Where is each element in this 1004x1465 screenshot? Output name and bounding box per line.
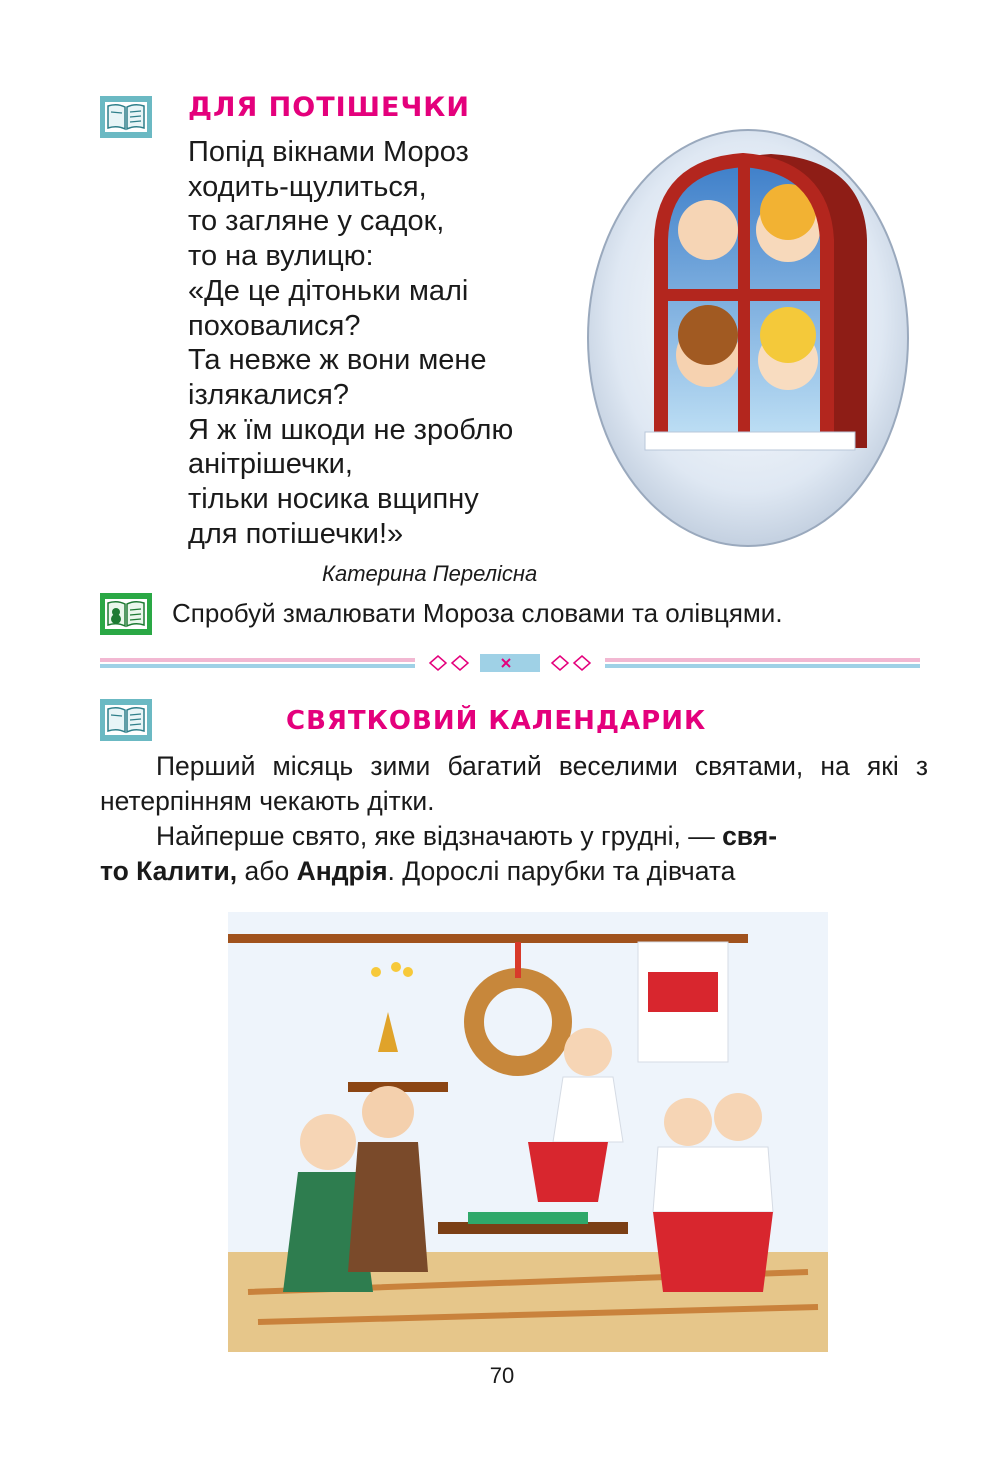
poem-author: Катерина Перелісна <box>322 561 538 586</box>
bold-term: Андрія <box>296 856 388 886</box>
poem-line: Попід вікнами Мороз <box>188 136 469 168</box>
body-text <box>100 749 928 889</box>
book-icon <box>100 96 152 138</box>
poem-line: то загляне у садок, <box>188 205 445 238</box>
ornament-divider <box>100 650 920 676</box>
task-text: Спробуй змалювати Мороза словами та олівцями. <box>172 598 783 628</box>
poem-line: ізлякалися? <box>188 378 349 411</box>
kalyta-celebration-illustration <box>228 912 828 1352</box>
poem-line: для потішечки!» <box>188 517 404 550</box>
paragraph <box>100 819 928 889</box>
book-owl-icon <box>100 593 152 635</box>
poem-line: то на вулицю: <box>188 240 374 273</box>
text-run: або <box>237 856 297 886</box>
poem <box>188 135 513 551</box>
paragraph: Перший місяць зими багатий веселими святами, на які з нетерпінням чекають дітки. <box>100 751 928 816</box>
poem-line: Я ж їм шкоди не зроблю <box>188 413 514 446</box>
poem-line: тільки носика вщипну <box>188 483 479 516</box>
poem-line: Та невже ж вони мене <box>188 344 487 377</box>
text-run: . Дорослі парубки та дівчата <box>387 856 736 886</box>
section-title: ДЛЯ ПОТІШЕЧКИ <box>188 92 470 123</box>
poem-line: ходить-щулиться, <box>188 170 427 203</box>
poem-line: «Де це дітоньки малі <box>188 274 469 307</box>
book-icon <box>100 699 152 741</box>
bold-term: то Калити, <box>100 856 238 886</box>
frost-window-illustration <box>583 120 913 550</box>
poem-line: анітрішечки, <box>188 448 353 481</box>
bold-term: свя- <box>722 821 778 851</box>
page-number: 70 <box>489 1363 515 1388</box>
poem-line: поховалися? <box>188 309 361 342</box>
section-title: СВЯТКОВИЙ КАЛЕНДАРИК <box>286 706 707 736</box>
text-run: Найперше свято, яке відзначають у грудні, — <box>156 821 723 851</box>
